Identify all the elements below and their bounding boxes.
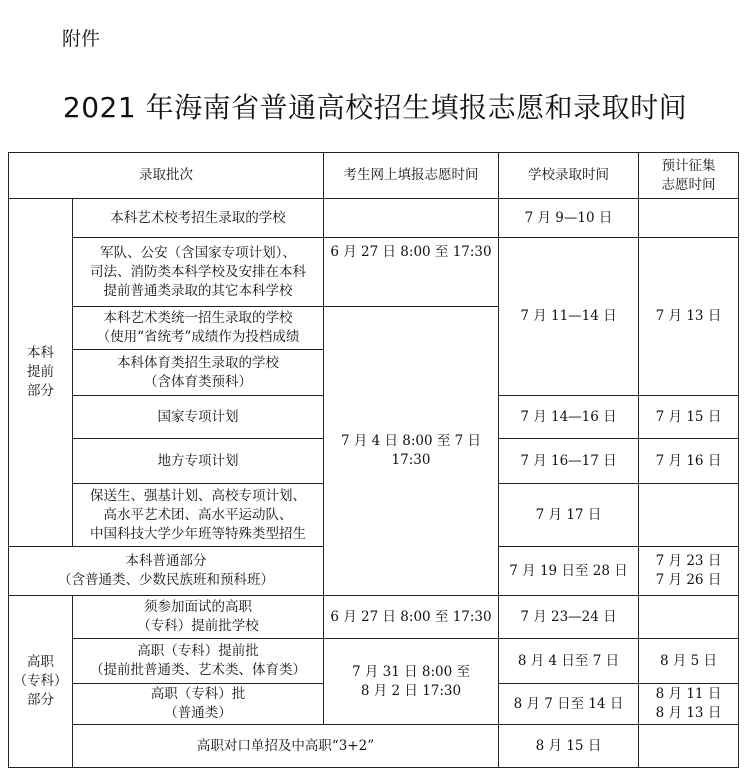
online-time-main: 7 月 4 日 8:00 至 7 日 17:30	[340, 433, 482, 468]
batch-vocational-early: 高职（专科）提前批 （提前批普通类、艺术类、体育类）	[90, 643, 306, 678]
admit-time-r8: 7 月 19 日至 28 日	[509, 562, 628, 579]
supp-time-r8: 7 月 23 日 7 月 26 日	[655, 553, 722, 588]
batch-local-special: 地方专项计划	[157, 452, 239, 469]
batch-national-special: 国家专项计划	[157, 408, 239, 425]
supp-time-r11: 8 月 11 日 8 月 13 日	[655, 686, 722, 721]
page-title: 2021 年海南省普通高校招生填报志愿和录取时间	[62, 91, 688, 124]
header-supplement-time: 预计征集 志愿时间	[661, 157, 716, 193]
admit-time-r11: 8 月 7 日至 14 日	[513, 695, 624, 712]
attachment-label: 附件	[62, 28, 101, 50]
admit-time-r2-4: 7 月 11—14 日	[520, 308, 617, 324]
admit-time-r5: 7 月 14—16 日	[520, 408, 617, 425]
batch-vocational-single: 高职对口单招及中高职“3+2”	[196, 737, 375, 754]
admit-time-r10: 8 月 4 日至 7 日	[517, 652, 620, 669]
group-vocational: 高职 （专科） 部分	[13, 654, 68, 708]
online-time-vocational-interview: 6 月 27 日 8:00 至 17:30	[330, 608, 492, 625]
batch-sports: 本科体育类招生录取的学校 （含体育类预科）	[117, 354, 279, 390]
header-batch: 录取批次	[139, 167, 193, 183]
batch-vocational-interview: 须参加面试的高职 （专科）提前批学校	[137, 599, 259, 634]
batch-art-unified: 本科艺术类统一招生录取的学校 （使用“省统考”成绩作为投档成绩	[96, 310, 300, 345]
admit-time-r1: 7 月 9—10 日	[524, 209, 613, 226]
batch-vocational-general: 高职（专科）批 （普通类）	[150, 686, 246, 721]
group-undergrad-early: 本科 提前 部分	[27, 345, 54, 399]
online-time-early: 6 月 27 日 8:00 至 17:30	[330, 244, 492, 260]
admit-time-r7: 7 月 17 日	[535, 506, 602, 523]
batch-art-school-exam: 本科艺术校考招生录取的学校	[110, 209, 286, 226]
admit-time-r6: 7 月 16—17 日	[520, 452, 617, 469]
batch-undergrad-general: 本科普通部分 （含普通类、少数民族班和预科班）	[58, 553, 274, 588]
supp-time-r6: 7 月 16 日	[655, 452, 722, 469]
supp-time-r2-4: 7 月 13 日	[655, 308, 722, 324]
online-time-vocational: 7 月 31 日 8:00 至 8 月 2 日 17:30	[351, 663, 471, 699]
admit-time-r9: 7 月 23—24 日	[520, 608, 617, 625]
header-online-time: 考生网上填报志愿时间	[343, 167, 479, 183]
batch-special-types: 保送生、强基计划、高校专项计划、 高水平艺术团、高水平运动队、 中国科技大学少年班等特殊类型招生	[90, 487, 306, 542]
batch-military-police: 军队、公安（含国家专项计划）、 司法、消防类本科学校及安排在本科 提前普通类录取的其它本科学校	[90, 244, 306, 299]
admit-time-r12: 8 月 15 日	[535, 737, 602, 754]
supp-time-r10: 8 月 5 日	[659, 652, 718, 669]
supp-time-r5: 7 月 15 日	[655, 408, 722, 425]
header-admission-time: 学校录取时间	[528, 167, 609, 183]
